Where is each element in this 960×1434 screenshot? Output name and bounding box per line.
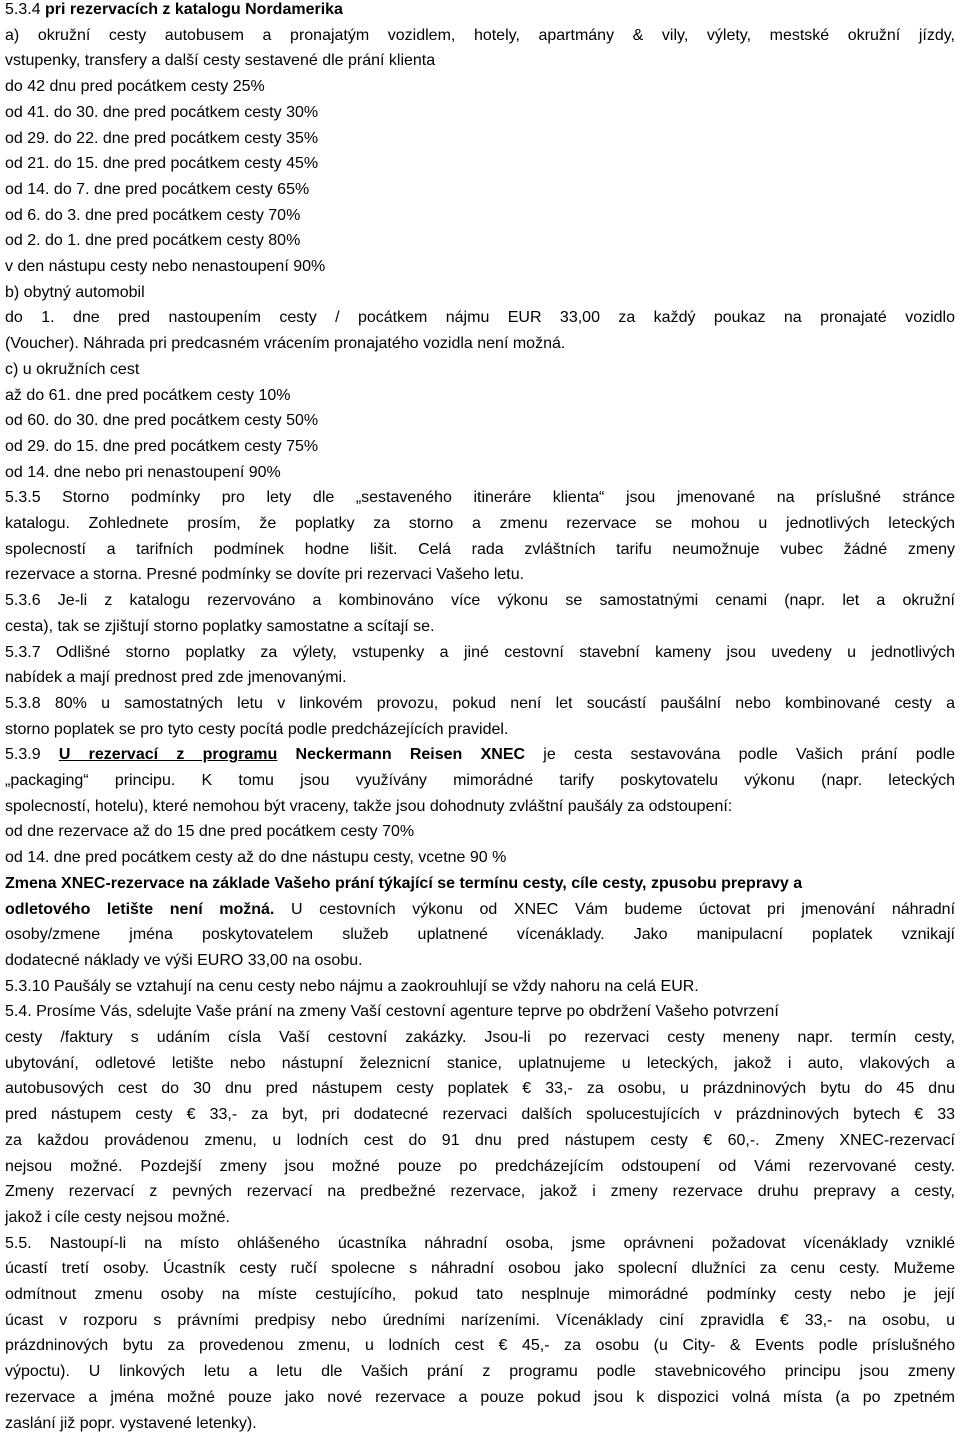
- text-line: [5, 1388, 955, 1408]
- text-line: [5, 797, 732, 817]
- text-segment: za každou provádenou zmenu, u lodních cest do 91 dnu pred nástupem cesty € 60,-. Zmeny XNEC-rezervací: [5, 1131, 955, 1149]
- text-line: [5, 360, 139, 380]
- text-segment: vstupenky, transfery a další cesty sestavené dle prání klienta: [5, 52, 436, 70]
- text-segment: je cesta sestavována podle Vašich prání podle: [525, 746, 956, 764]
- text-line: [5, 0, 343, 20]
- text-segment: rezervace a jména možné pouze jako nové rezervace a pouze pokud jsou k dispozici volná místa (a po zpetném: [5, 1388, 955, 1406]
- text-segment: prázdninových bytu za provedenou zmenu, u lodních cest € 45,- za osobu (u City- & Events podle príslušného: [5, 1337, 955, 1355]
- text-line: [5, 386, 291, 406]
- bold-text: pri rezervacích z katalogu Nordamerika: [45, 1, 343, 18]
- text-segment: od 2. do 1. dne pred pocátkem cesty 80%: [5, 232, 301, 250]
- text-segment: 5.3.4: [5, 1, 46, 18]
- text-segment: od 41. do 30. dne pred pocátkem cesty 30%: [5, 103, 319, 121]
- text-segment: nejsou možné. Pozdejší zmeny jsou možné pouze po predcházejícím odstoupení od Vámi rezervované cesty.: [5, 1157, 955, 1175]
- text-segment: od 6. do 3. dne pred pocátkem cesty 70%: [5, 206, 301, 224]
- text-line: [5, 1002, 779, 1022]
- text-line: [5, 1336, 955, 1356]
- bold-text: U rezervací z programu: [58, 746, 278, 764]
- text-line: [5, 437, 318, 457]
- text-line: [5, 900, 955, 920]
- text-line: [5, 103, 318, 123]
- text-line: [5, 694, 955, 714]
- text-line: [5, 720, 508, 740]
- text-line: [5, 1157, 955, 1177]
- text-segment: 5.3.6 Je-li z katalogu rezervováno a kombinováno více výkonu se samostatnými cenami (napr. let a okružní: [5, 592, 955, 610]
- text-segment: v den nástupu cesty nebo nenastoupení 90%: [5, 258, 326, 275]
- text-line: [5, 77, 265, 97]
- text-segment: [277, 746, 295, 763]
- text-segment: od 21. do 15. dne pred pocátkem cesty 45%: [5, 155, 319, 173]
- text-line: [5, 848, 506, 868]
- text-line: [5, 334, 565, 354]
- text-line: [5, 1414, 257, 1434]
- text-segment: do 1. dne pred nastoupením cesty / pocátkem nájmu EUR 33,00 za každý poukaz na pronajaté vozidlo: [5, 309, 955, 327]
- text-segment: od 29. do 15. dne pred pocátkem cesty 75%: [5, 437, 319, 455]
- text-line: [5, 1054, 955, 1074]
- text-line: [5, 1028, 955, 1048]
- text-line: [5, 283, 145, 303]
- text-segment: Zmeny rezervací z pevných rezervací na predbežné rezervace, jakož i zmeny rezervace druhu prepravy a cesty,: [5, 1183, 955, 1201]
- text-segment: zaslání již popr. vystavené letenky).: [5, 1414, 257, 1432]
- text-line: [5, 488, 955, 508]
- text-segment: rezervace a storna. Presné podmínky se dovíte pri rezervaci Vašeho letu.: [5, 566, 525, 584]
- text-segment: odmítnout zmenu osoby na míste cestujícího, pokud tato nesplnuje mimorádné podmínky cesty nebo je její: [5, 1286, 955, 1303]
- text-segment: od dne rezervace až do 15 dne pred pocátkem cesty 70%: [5, 823, 415, 841]
- text-line: [5, 925, 955, 945]
- text-segment: dodatecné náklady ve výši EURO 33,00 na osobu.: [5, 951, 363, 969]
- text-segment: c) u okružních cest: [5, 360, 140, 378]
- text-segment: výpoctu). U linkových letu a letu dle Vašich prání z programu podle stavebnicového principu jsou zmeny: [5, 1363, 955, 1381]
- text-line: [5, 1131, 955, 1151]
- text-segment: až do 61. dne pred pocátkem cesty 10%: [5, 386, 291, 404]
- bold-text: odletového letište není možná.: [5, 900, 275, 918]
- text-line: [5, 231, 300, 251]
- text-segment: 5.3.7 Odlišné storno poplatky za výlety, vstupenky a jiné cestovní stavební kameny jsou uvedeny u jednotlivých: [5, 643, 955, 661]
- text-segment: úcast v rozporu s právními predpisy nebo úredními narízeními. Vícenáklady ciní zpravidla € 33,- na osobu, u: [5, 1311, 955, 1329]
- text-segment: od 14. dne pred pocátkem cesty až do dne nástupu cesty, vcetne 90 %: [5, 849, 507, 867]
- text-line: [5, 1362, 955, 1382]
- text-line: [5, 1208, 230, 1228]
- text-segment: od 29. do 22. dne pred pocátkem cesty 35%: [5, 129, 319, 147]
- text-segment: spolecností, hotelu), které nemohou být vraceny, takže jsou dohodnuty zvláštní paušály za odstoupení:: [5, 797, 733, 815]
- text-line: [5, 1182, 955, 1202]
- text-segment: úcastí tretí osoby. Úcastník cesty ručí spolecne s náhradní osobou jako spolecní dlužníci za cenu cesty. Mužeme: [5, 1260, 955, 1278]
- text-line: [5, 874, 802, 894]
- text-segment: a) okružní cesty autobusem a pronajatým vozidlem, hotely, apartmány & vily, výlety, mestské okružní jízdy,: [5, 26, 955, 44]
- text-segment: autobusových cest do 30 dnu pred nástupem cesty poplatek € 33,- za osobu, u prázdninových bytu do 45 dnu: [5, 1080, 955, 1098]
- text-line: [5, 308, 955, 328]
- text-line: [5, 1311, 955, 1331]
- text-segment: 5.3.9: [5, 746, 59, 764]
- text-line: [5, 154, 318, 174]
- text-line: [5, 617, 435, 637]
- text-segment: 5.3.8 80% u samostatných letu v linkovém provozu, pokud není let soucástí paušální nebo kombinované cesty a: [5, 694, 955, 712]
- text-segment: katalogu. Zohlednete prosím, že poplatky za storno a zmenu rezervace se mohou u jednotlivých leteckých: [5, 515, 955, 532]
- text-segment: spolecností a tarifních podmínek hodne lišit. Celá rada zvláštních tarifu neumožnuje vubec žádné zmeny: [5, 540, 955, 558]
- text-segment: „packaging“ principu. K tomu jsou využívány mimorádné tarify poskytovatelu výkonu (napr. leteckých: [5, 772, 955, 789]
- text-segment: 5.5. Nastoupí-li na místo ohlášeného úcastníka náhradní osoba, jsme oprávneni požadovat vícenáklady vzniklé: [5, 1234, 955, 1252]
- text-segment: U cestovních výkonu od XNEC Vám budeme úctovat pri jmenování náhradní: [274, 900, 956, 918]
- text-line: [5, 26, 955, 46]
- text-line: [5, 540, 955, 560]
- text-line: [5, 951, 363, 971]
- text-line: [5, 411, 318, 431]
- text-line: [5, 565, 524, 585]
- bold-text: Zmena XNEC-rezervace na základe Vašeho prání týkající se termínu cesty, cíle cesty, zpusobu prepravy a: [5, 874, 803, 892]
- text-line: [5, 514, 955, 534]
- text-line: [5, 745, 955, 765]
- text-line: [5, 591, 955, 611]
- text-line: [5, 206, 300, 226]
- text-segment: (Voucher). Náhrada pri predcasném vrácením pronajatého vozidla není možná.: [5, 335, 566, 353]
- text-segment: 5.3.10 Paušály se vztahují na cenu cesty nebo nájmu a zaokrouhlují se vždy nahoru na celá EUR.: [5, 977, 699, 995]
- text-segment: do 42 dnu pred pocátkem cesty 25%: [5, 78, 265, 96]
- text-line: [5, 180, 309, 200]
- text-segment: storno poplatek se pro tyto cesty pocítá podle predcházejících pravidel.: [5, 720, 509, 738]
- text-line: [5, 822, 414, 842]
- text-line: [5, 1079, 955, 1099]
- text-segment: pred nástupem cesty € 33,- za byt, pri dodatecné rezervaci dalších spolucestujících v prázdninových bytech € 33: [5, 1106, 955, 1124]
- text-line: [5, 463, 281, 483]
- text-segment: jakož i cíle cesty nejsou možné.: [5, 1208, 230, 1226]
- text-segment: od 14. do 7. dne pred pocátkem cesty 65%: [5, 180, 310, 198]
- text-segment: osoby/zmene jména poskytovatelem služeb uplatnené vícenáklady. Jako manipulacní poplatek vznikají: [5, 926, 955, 944]
- text-segment: 5.3.5 Storno podmínky pro lety dle „sestaveného itineráre klienta“ jsou jmenované na príslušné stránce: [5, 489, 955, 507]
- text-line: [5, 51, 435, 71]
- text-line: [5, 1234, 955, 1254]
- text-segment: b) obytný automobil: [5, 283, 145, 301]
- text-segment: cesty /faktury s udáním císla Vaší cestovní zakázky. Jsou-li po rezervaci cesty meneny napr. termín cesty,: [5, 1029, 955, 1046]
- text-line: [5, 643, 955, 663]
- text-line: [5, 1105, 955, 1125]
- text-segment: cesta), tak se zjištují storno poplatky samostatne a scítají se.: [5, 617, 435, 635]
- text-segment: od 14. dne nebo pri nenastoupení 90%: [5, 463, 281, 481]
- text-line: [5, 129, 318, 149]
- text-segment: nabídek a mají prednost pred zde jmenovanými.: [5, 669, 347, 687]
- text-line: [5, 771, 955, 791]
- text-line: [5, 1259, 955, 1279]
- text-segment: od 60. do 30. dne pred pocátkem cesty 50%: [5, 412, 319, 430]
- text-line: [5, 1285, 955, 1305]
- text-line: [5, 668, 347, 688]
- text-segment: ubytování, odletové letište nebo nástupní železnicní stanice, uplatnujeme u leteckých, jakož i auto, vlakových a: [5, 1054, 955, 1072]
- text-segment: 5.4. Prosíme Vás, sdelujte Vaše prání na zmeny Vaší cestovní agenture teprve po obdržení Vašeho potvrzení: [5, 1003, 779, 1021]
- text-line: [5, 977, 699, 997]
- text-line: [5, 257, 325, 277]
- bold-text: Neckermann Reisen XNEC: [295, 746, 526, 764]
